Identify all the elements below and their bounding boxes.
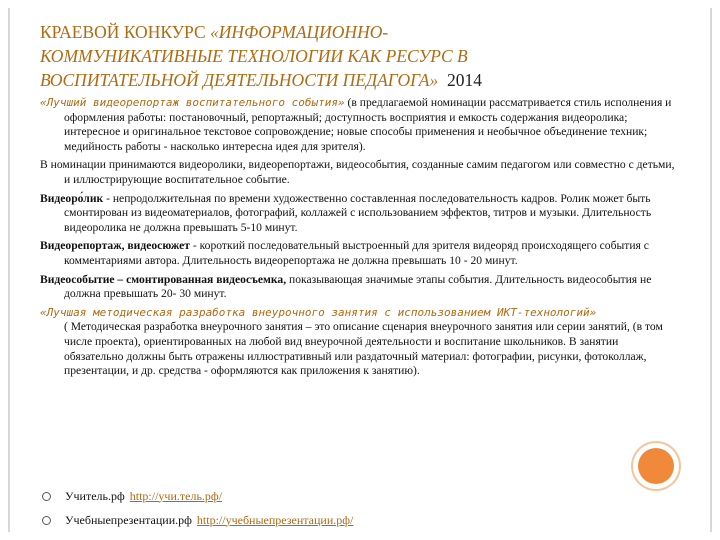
decorative-circle — [638, 448, 674, 484]
link-url[interactable]: http://учебныепрезентации.рф/ — [196, 512, 354, 527]
title-line2: КОММУНИКАТИВНЫЕ ТЕХНОЛОГИИ КАК РЕСУРС В — [40, 46, 468, 66]
title-line1-italic: «ИНФОРМАЦИОННО- — [210, 22, 389, 42]
page-title — [40, 20, 630, 92]
title-line3: ВОСПИТАТЕЛЬНОЙ ДЕЯТЕЛЬНОСТИ ПЕДАГОГА» — [40, 70, 439, 90]
paragraph-text: В номинации принимаются видеоролики, видеорепортажи, видеособытия, созданные самим педагогом или совместно с детьми, и иллюстрирующие воспитательное событие. — [40, 158, 675, 186]
paragraph-accepted-works — [40, 158, 680, 187]
bullet-circle-icon — [42, 492, 51, 501]
paragraph-video-report-nomination — [40, 96, 680, 154]
left-border-line — [8, 8, 10, 532]
right-border-line — [710, 8, 712, 532]
paragraph-video-clip — [40, 192, 680, 236]
title-line1-upright: КРАЕВОЙ КОНКУРС — [40, 22, 211, 42]
term-label: Видеорепортаж, видеосюжет — [40, 239, 190, 253]
term-label: Видеособытие – смонтированная видеосъемка, — [40, 272, 287, 286]
paragraph-methodical-nomination — [40, 306, 680, 379]
paragraph-video-report — [40, 239, 680, 268]
paragraph-text: ( Методическая разработка внеурочного занятия – это описание сценария внеурочного занятия или серии занятий, (в том числе проекта), ориентированных на любой вид внеурочной деятельности и воспитание школьников. В занятии обязательно должны быть отражены иллюстративный или раздаточный материал: фотографии, рисунки, фотоколлаж, презентации, и др. средства - оформляются как приложения к занятию). — [64, 320, 663, 378]
link-label: Учитель.рф — [65, 488, 125, 503]
list-item — [42, 508, 353, 532]
term-label: Видеоро́лик — [40, 191, 104, 205]
paragraph-text: показывающая значимые этапы события. Длительность видеособытия не должна превышать 20- 30 минут. — [64, 272, 652, 301]
nomination-title: «Лучший видеорепортаж воспитательного события» — [40, 96, 345, 109]
title-year: 2014 — [446, 70, 482, 90]
paragraph-video-event — [40, 273, 680, 302]
nomination-title: «Лучшая методическая разработка внеурочного занятия с использованием ИКТ-технологий» — [40, 305, 597, 319]
links-list — [42, 484, 353, 532]
link-label: Учебныепрезентации.рф — [65, 512, 192, 527]
paragraph-text: - непродолжительная по времени художественно составленная последовательность кадров. Ролик может быть смонтирован из видеоматериалов, фотографий, коллажей с использованием эффектов, титров и музыки. Длительность видеоролика не должна превышать 5-10 минут. — [64, 191, 652, 234]
list-item — [42, 484, 353, 508]
link-url[interactable]: http://учи.тель.рф/ — [129, 488, 223, 503]
paragraph-text: (в предлагаемой номинации рассматривается стиль исполнения и оформления работы: постановочный, репортажный; доступность восприятия и емкость содержания видеоролика; интересное и оригинальное текстовое сопровождение; новые способы применения и необычное объединение техник; медийность работы - насколько интересна идея для зрителя). — [64, 96, 672, 153]
document-body — [40, 96, 680, 383]
paragraph-text: - короткий последовательный выстроенный для зрителя видеоряд происходящего события с комментариями автора. Длительность видеорепортажа не должна превышать 10 - 20 минут. — [64, 239, 649, 267]
bullet-circle-icon — [42, 516, 51, 525]
